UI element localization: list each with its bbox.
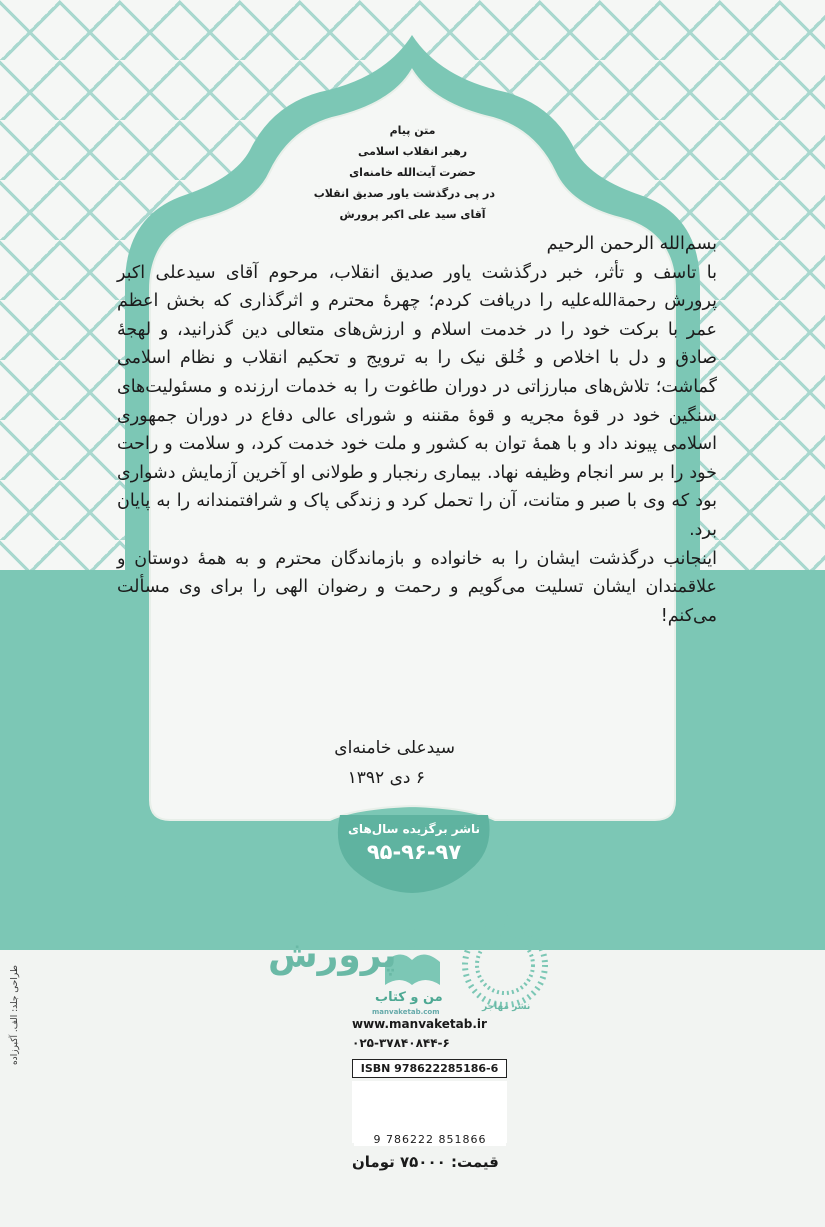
message-paragraph: اینجانب درگذشت ایشان را به خانواده و بازماندگان محترم و به همهٔ دوستان و علاقمندان ایشان تسلیت می‌گویم و رحمت و رضوان الهی را برای وی مسألت می‌کنم! [117,548,717,626]
circle-logo-text: نشر مهاجر [482,1002,531,1012]
header-line: رهبر انقلاب اسلامی [357,145,468,158]
circle-logo-icon [465,925,545,1005]
message-date: ۶ دی ۱۳۹۲ [347,768,425,788]
message-paragraph: با تاسف و تأثر، خبر درگذشت یاور صدیق انقلاب، مرحوم آقای سیدعلی اکبر پرورش رحمة‌الله‌علیه را دریافت کردم؛ چهرهٔ محترم و اثرگذاری که بخش اعظم عمر با برکت خود را در خدمت اسلام و ارزش‌های متعالی دین گذرانید، و لهجهٔ صادق و دل با اخلاص و خُلق نیک را به ترویج و تحکیم انقلاب و نظام اسلامی گماشت؛ تلاش‌های مبارزاتی در دوران طاغوت را به خدمات ارزنده و مسئولیت‌های سنگین خود در قوهٔ مجریه و قوهٔ مقننه و شورای عالی دفاع در دوران جمهوری اسلامی پیوند داد و با همهٔ توان به کشور و ملت خود خدمت کرد، و سلامت و راحت خود را بر سر انجام وظیفه نهاد. بیماری رنجبار و طولانی او آخرین آزمایش دشواری بود که وی با صبر و متانت، آن را تحمل کرد و زندگی پاک و شرافتمندانه را به پایان برد. [117,262,717,540]
publisher-logo-text: من و کتاب [375,990,443,1005]
header-line: آقای سید علی اکبر پرورش [339,208,486,221]
phone: ۰۲۵-۳۷۸۴۰۸۴۴-۶ [352,1036,450,1050]
header-line: حضرت آیت‌الله خامنه‌ای [349,166,476,179]
header-line: متن پیام [389,124,436,137]
barcode-number: 9 786222 851866 [354,1133,506,1146]
header-line: در پی درگذشت یاور صدیق انقلاب [313,187,495,200]
basmala: بسم‌الله الرحمن الرحیم [546,234,717,254]
designer-credit: طراحی جلد: الف. آکبرزاده [10,964,20,1066]
publisher-logo-url: manvaketab.com [372,1008,440,1016]
isbn: ISBN 978622285186-6 [352,1059,507,1078]
message-body [117,230,717,630]
parvaresh-logo: پرورش [268,935,397,976]
website: www.manvaketab.ir [352,1017,487,1031]
price: قیمت: ۷۵۰۰۰ تومان [352,1153,499,1171]
message-header [313,120,495,225]
badge-title: ناشر برگزیده سال‌های [347,822,481,836]
signature: سیدعلی خامنه‌ای [334,738,455,758]
badge-years: ۹۵-۹۶-۹۷ [366,840,462,864]
